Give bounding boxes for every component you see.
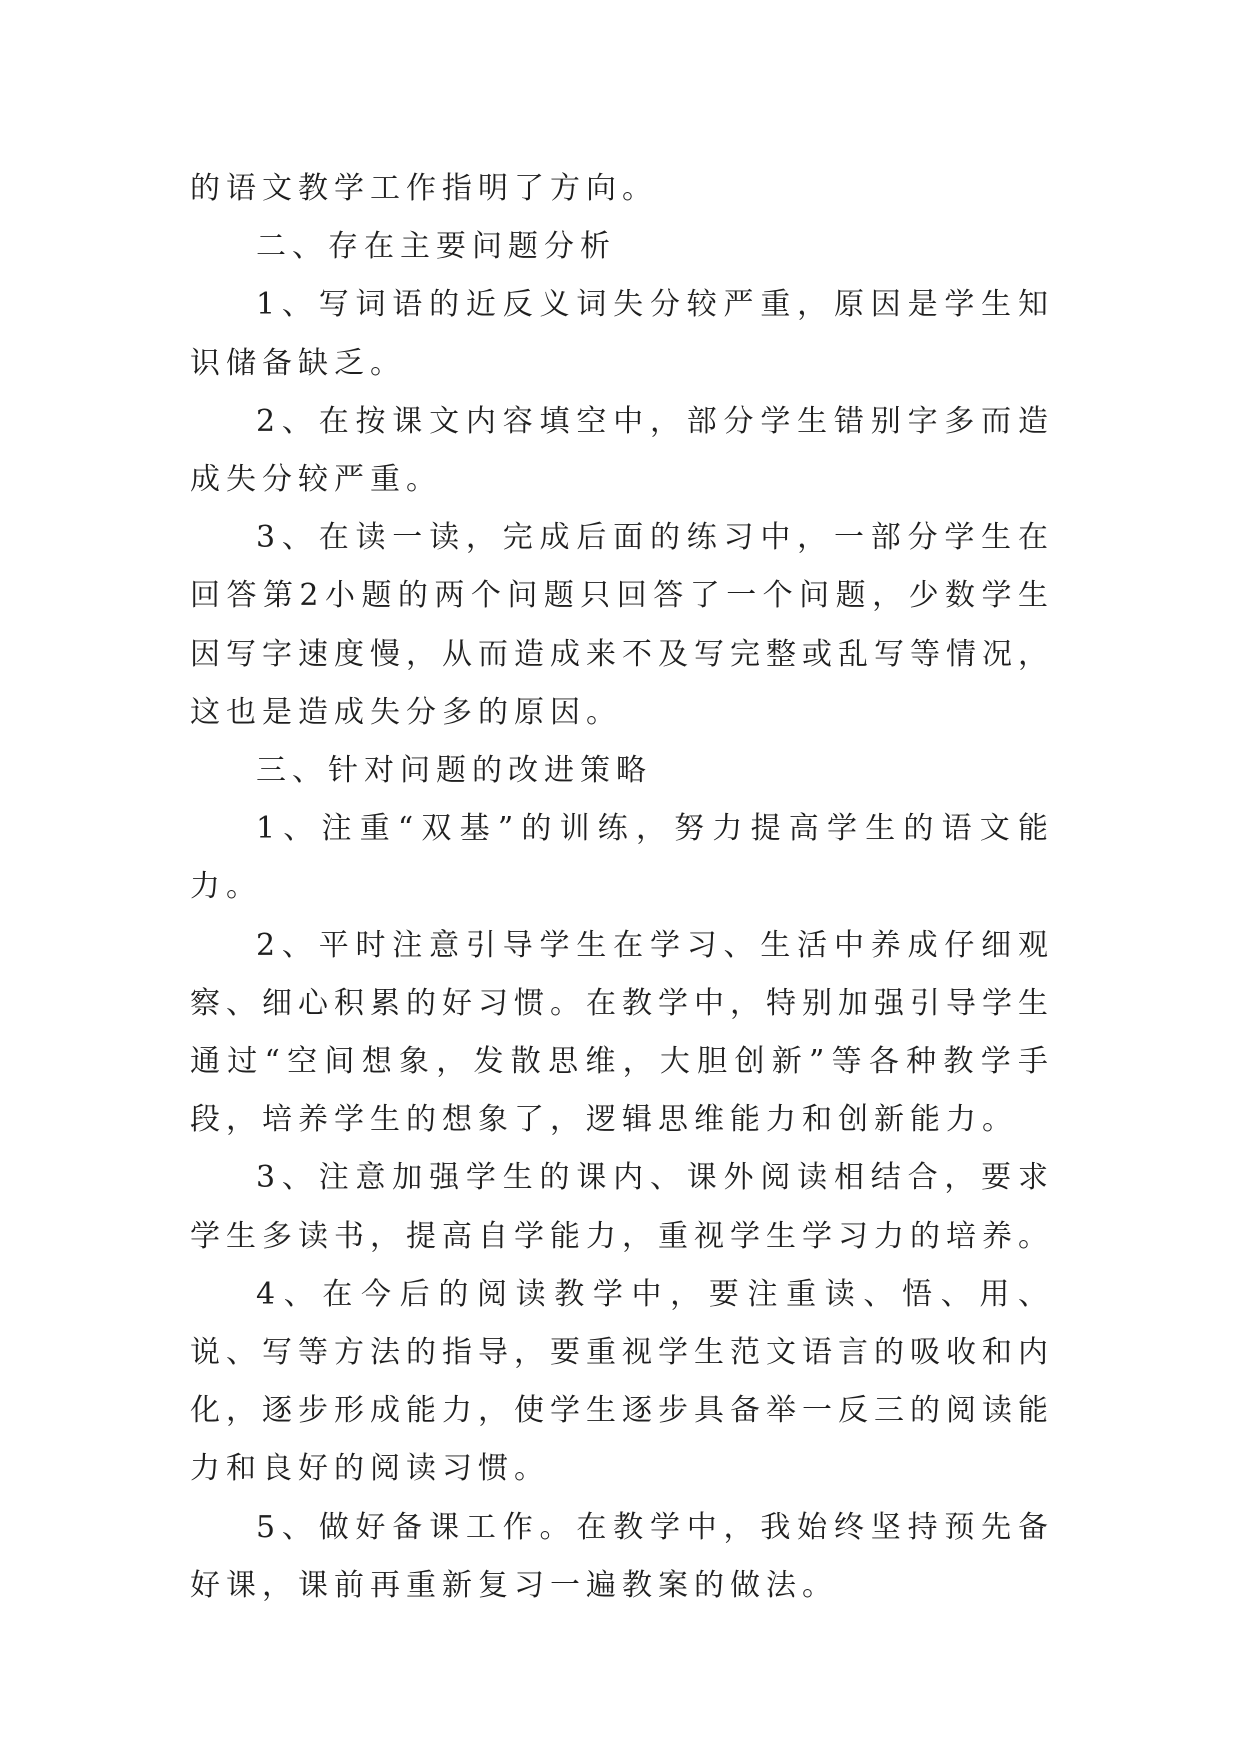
section-heading-strategies: 三、针对问题的改进策略 (256, 753, 652, 789)
strategy-item-1: 1、注重“双基”的训练，努力提高学生的语文能力。 (190, 811, 1054, 905)
problem-item-1: 1、写词语的近反义词失分较严重，原因是学生知识储备缺乏。 (190, 287, 1054, 381)
strategy-item-2: 2、平时注意引导学生在学习、生活中养成仔细观察、细心积累的好习惯。在教学中，特别加强引导学生通过“空间想象，发散思维，大胆创新”等各种教学手段，培养学生的想象了，逻辑思维能力和创新能力。 (190, 927, 1054, 1138)
document-body (190, 160, 1054, 1615)
section-heading-problems: 二、存在主要问题分析 (256, 229, 616, 265)
strategy-item-5: 5、做好备课工作。在教学中，我始终坚持预先备好课，课前再重新复习一遍教案的做法。 (190, 1509, 1054, 1603)
strategy-item-4: 4、在今后的阅读教学中，要注重读、悟、用、说、写等方法的指导，要重视学生范文语言的吸收和内化，逐步形成能力，使学生逐步具备举一反三的阅读能力和良好的阅读习惯。 (190, 1276, 1054, 1487)
problem-item-2: 2、在按课文内容填空中，部分学生错别字多而造成失分较严重。 (190, 403, 1054, 498)
strategy-item-3: 3、注意加强学生的课内、课外阅读相结合，要求学生多读书，提高自学能力，重视学生学习力的培养。 (190, 1160, 1054, 1254)
paragraph-continuation: 的语文教学工作指明了方向。 (190, 171, 658, 206)
problem-item-3: 3、在读一读，完成后面的练习中，一部分学生在回答第2小题的两个问题只回答了一个问题，少数学生因写字速度慢，从而造成来不及写完整或乱写等情况，这也是造成失分多的原因。 (190, 520, 1054, 730)
